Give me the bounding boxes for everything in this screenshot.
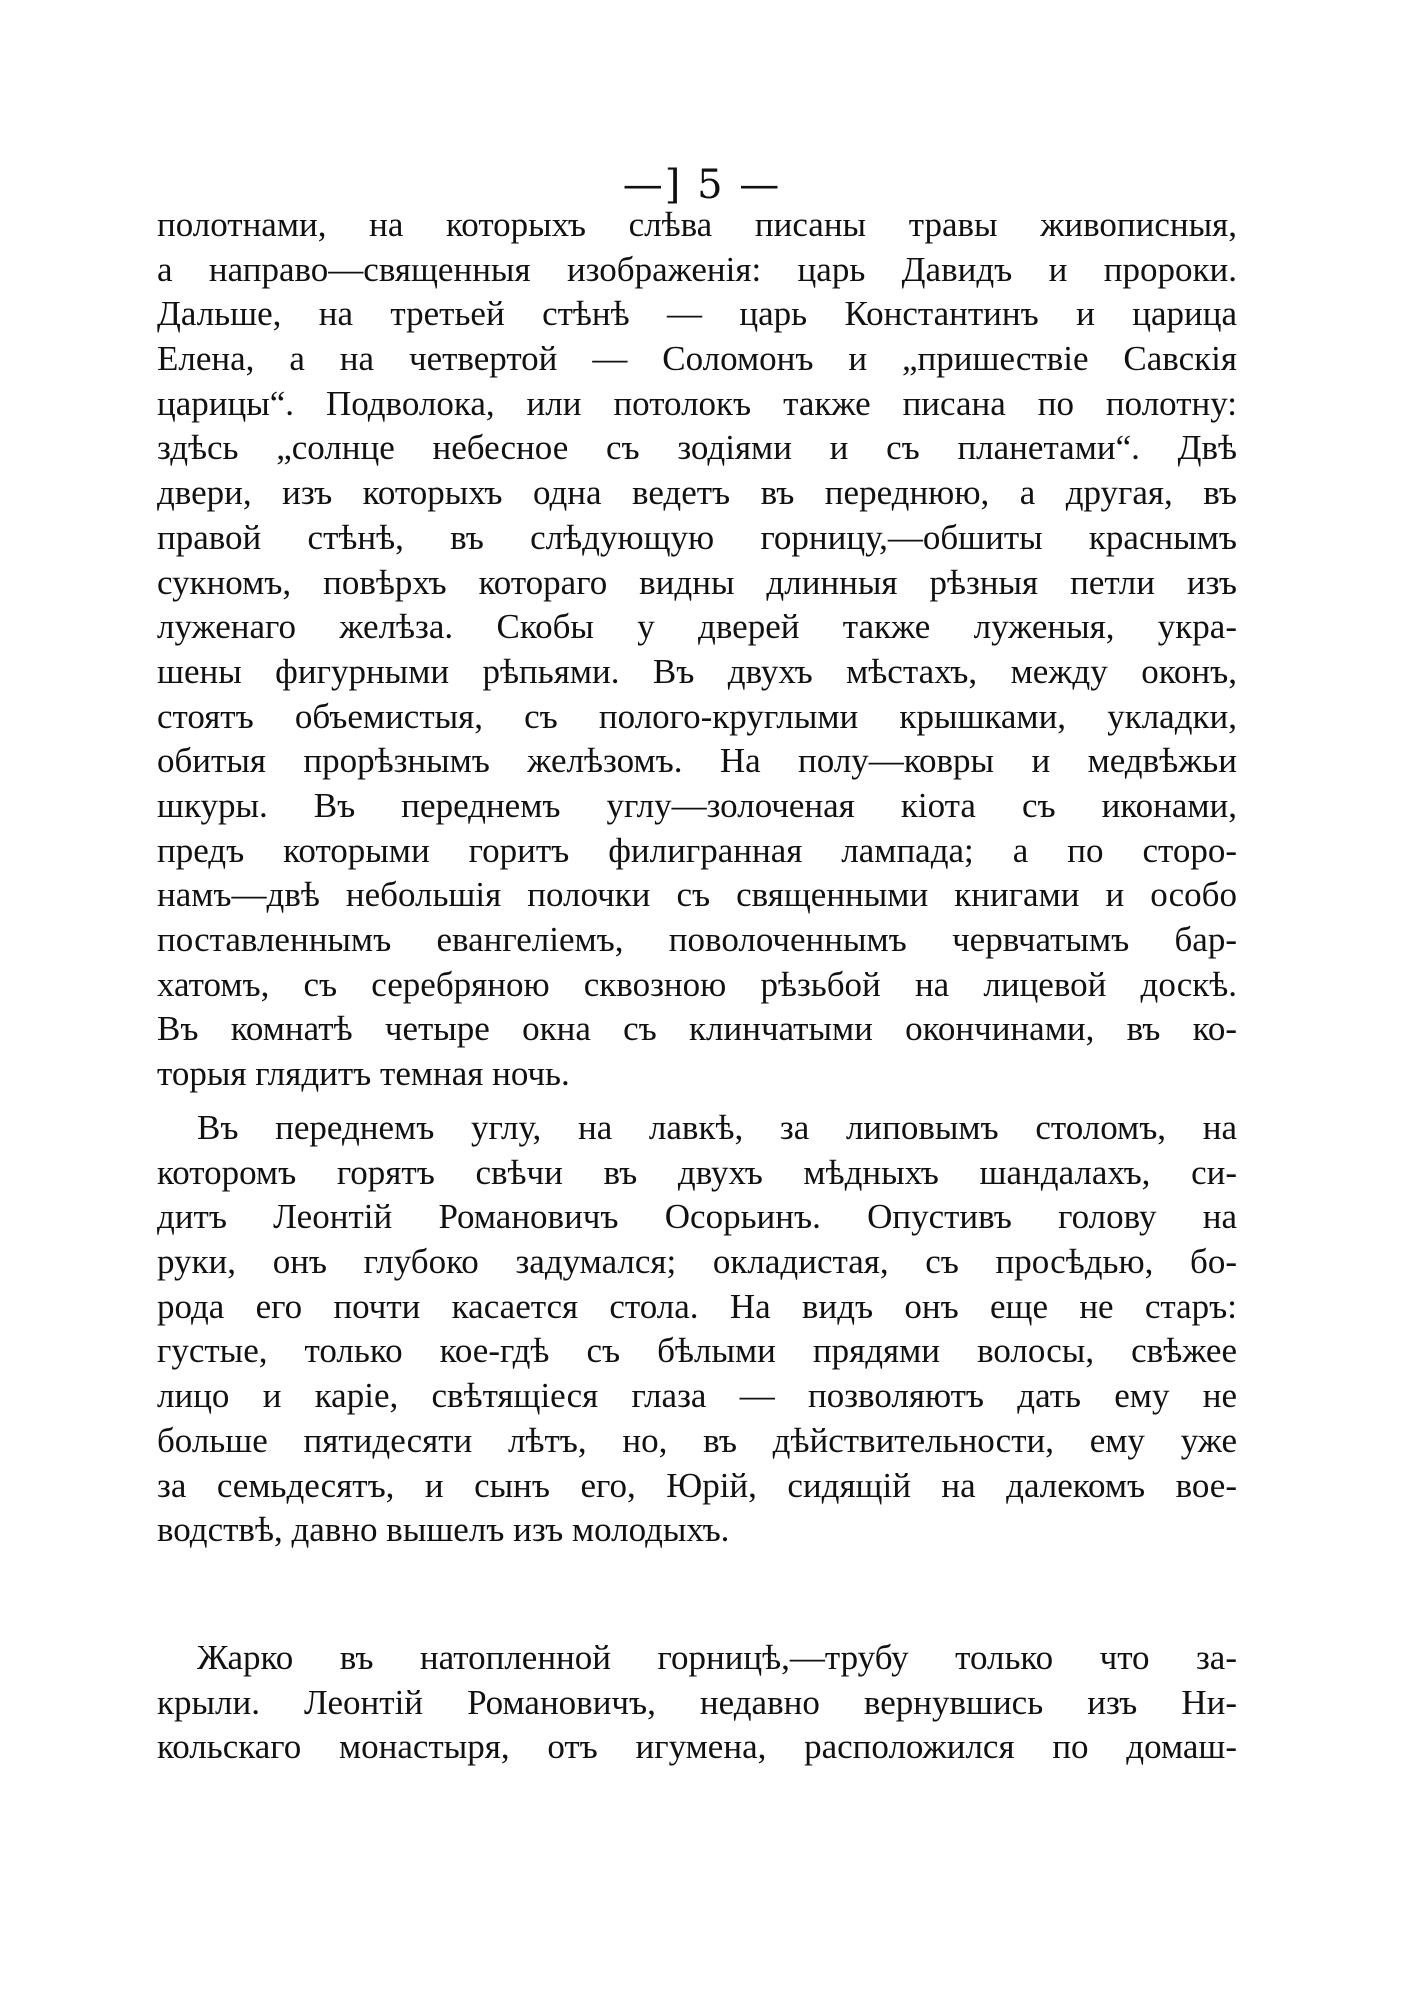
text-line: рода его почти касается стола. На видъ онъ еще не старъ: <box>157 1286 1237 1326</box>
text-line: Дальше, на третьей стѣнѣ — царь Константинъ и царица <box>157 294 1237 334</box>
text-line: Въ переднемъ углу, на лавкѣ, за липовымъ столомъ, на <box>197 1108 1237 1147</box>
text-line: здѣсь „солнце небесное съ зодіями и съ планетами“. Двѣ <box>157 428 1237 468</box>
paragraph-1 <box>157 203 1237 1097</box>
page-number: —] 5 — <box>622 162 782 208</box>
text-line: дитъ Леонтій Романовичъ Осорьинъ. Опустивъ голову на <box>157 1197 1237 1237</box>
text-line: лицо и каріе, свѣтящіеся глаза — позволяютъ дать ему не <box>157 1376 1237 1416</box>
text-line: луженаго желѣза. Скобы у дверей также луженыя, укра- <box>157 607 1237 647</box>
paragraph-3 <box>157 1636 1237 1770</box>
text-line: поставленнымъ евангеліемъ, поволоченнымъ червчатымъ бар- <box>157 920 1237 959</box>
text-line: предъ которыми горитъ филигранная лампада; а по сторо- <box>157 830 1237 870</box>
text-line: царицы“. Подволока, или потолокъ также писана по полотну: <box>157 383 1237 423</box>
text-line: крыли. Леонтій Романовичъ, недавно вернувшись изъ Ни- <box>157 1682 1237 1722</box>
text-line: которомъ горятъ свѣчи въ двухъ мѣдныхъ шандалахъ, си- <box>157 1152 1237 1192</box>
text-line: торыя глядитъ темная ночь. <box>157 1054 570 1094</box>
text-line: шены фигурными рѣпьями. Въ двухъ мѣстахъ, между оконъ, <box>157 651 1237 691</box>
text-line: густые, только кое-гдѣ съ бѣлыми прядями волосы, свѣжее <box>157 1331 1237 1371</box>
text-line: а направо—священныя изображенія: царь Давидъ и пророки. <box>157 249 1237 289</box>
text-line: Елена, а на четвертой — Соломонъ и „пришествіе Савскія <box>157 339 1237 379</box>
text-line: стоятъ объемистыя, съ полого-круглыми крышками, укладки, <box>157 696 1237 736</box>
text-line: намъ—двѣ небольшія полочки съ священными книгами и особо <box>157 875 1237 915</box>
text-line: за семьдесятъ, и сынъ его, Юрій, сидящій на далекомъ вое- <box>157 1465 1237 1505</box>
text-line: двери, изъ которыхъ одна ведетъ въ переднюю, а другая, въ <box>157 473 1237 513</box>
text-line: шкуры. Въ переднемъ углу—золоченая кіота съ иконами, <box>157 785 1237 825</box>
text-line: Въ комнатѣ четыре окна съ клинчатыми окончинами, въ ко- <box>157 1009 1237 1049</box>
text-line: полотнами, на которыхъ слѣва писаны травы живописныя, <box>157 205 1237 244</box>
text-line: кольскаго монастыря, отъ игумена, расположился по домаш- <box>157 1727 1237 1767</box>
text-line: руки, онъ глубоко задумался; окладистая, съ просѣдью, бо- <box>157 1242 1237 1282</box>
text-line: хатомъ, съ серебряною сквозною рѣзьбой на лицевой доскѣ. <box>157 964 1237 1004</box>
text-line: водствѣ, давно вышелъ изъ молодыхъ. <box>157 1510 730 1550</box>
text-line: правой стѣнѣ, въ слѣдующую горницу,—обшиты краснымъ <box>157 517 1237 557</box>
text-line: Жарко въ натопленной горницѣ,—трубу только что за- <box>197 1638 1237 1677</box>
text-line: обитыя прорѣзнымъ желѣзомъ. На полу—ковры и медвѣжьи <box>157 741 1237 781</box>
text-line: сукномъ, повѣрхъ котораго видны длинныя рѣзныя петли изъ <box>157 562 1237 602</box>
text-line: больше пятидесяти лѣтъ, но, въ дѣйствительности, ему уже <box>157 1420 1237 1460</box>
paragraph-2 <box>157 1106 1237 1553</box>
